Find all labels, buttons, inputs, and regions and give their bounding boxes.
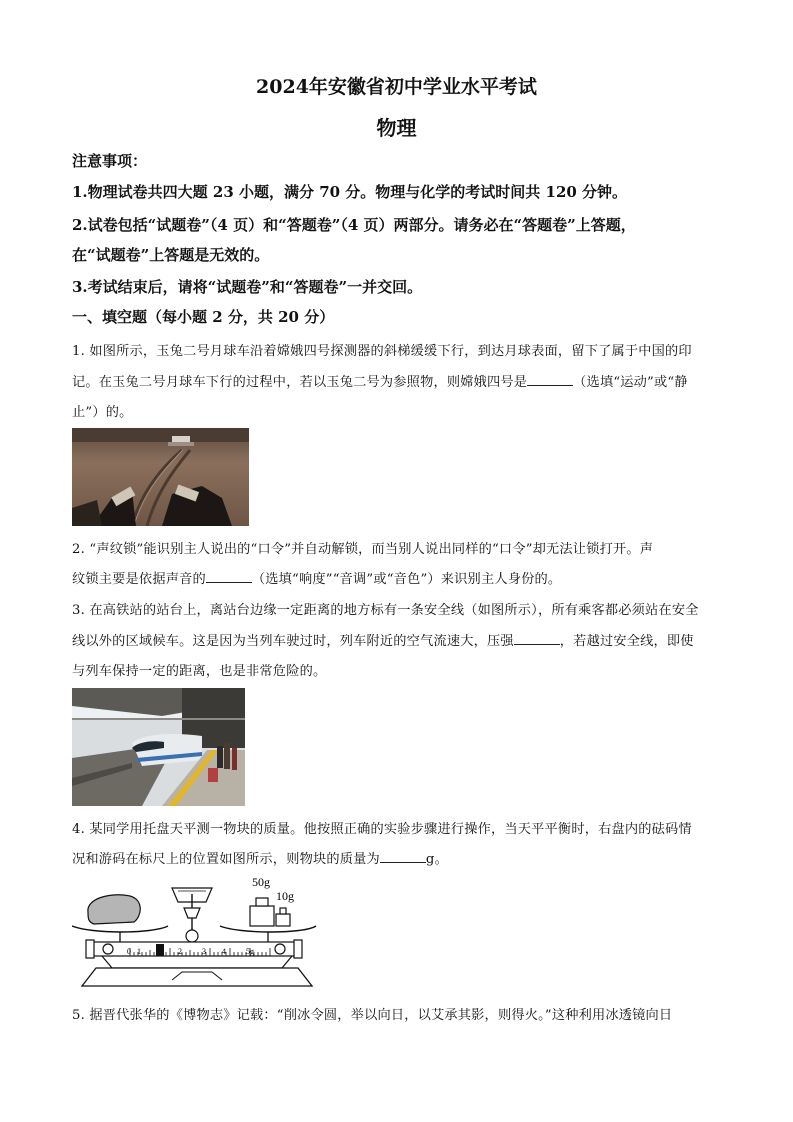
q1-text-pre: 记。在玉兔二号月球车下行的过程中，若以玉兔二号为参照物，则嫦娥四号是 [72, 375, 528, 390]
q4-line-1: 4. 某同学用托盘天平测一物块的质量。他按照正确的实验步骤进行操作，当天平平衡时，右盘内的砝码情 [72, 822, 692, 837]
scale-label-5g: 5g [246, 947, 254, 956]
q3-line-2 [72, 630, 722, 649]
notice-item-3: 3.考试结束后，请将“试题卷”和“答题卷”一并交回。 [72, 278, 423, 296]
q2-text-post: （选填“响度”“音调”或“音色”）来识别主人身份的。 [251, 572, 562, 587]
balance-diagram [72, 872, 322, 992]
q2-line-2 [72, 568, 722, 587]
answer-blank [380, 850, 426, 863]
weight-label-10g: 10g [276, 889, 294, 903]
notice-heading: 注意事项： [72, 152, 148, 170]
q1-line-3: 止”）的。 [72, 405, 133, 420]
train-station-image [72, 688, 245, 806]
q3-text-pre: 线以外的区域候车。这是因为当列车驶过时，列车附近的空气流速大，压强 [72, 634, 514, 649]
q2-line-1: 2. “声纹锁”能识别主人说出的“口令”并自动解锁，而当别人说出同样的“口令”却无法让锁打开。声 [72, 542, 654, 557]
weight-50g [250, 906, 274, 926]
weight-10g [276, 914, 290, 926]
q2-text-pre: 纹锁主要是依据声音的 [72, 572, 206, 587]
answer-blank [527, 373, 573, 386]
left-pan [72, 926, 168, 932]
notice-item-1: 1.物理试卷共四大题 23 小题，满分 70 分。物理与化学的考试时间共 120 分钟。 [72, 183, 628, 201]
section-heading: 一、填空题（每小题 2 分，共 20 分） [72, 308, 335, 326]
q1-text-post: （选填“运动”或“静 [573, 375, 688, 390]
q4-text-post: g。 [425, 852, 448, 867]
balance-base [102, 956, 292, 968]
notice-item-2b: 在“试题卷”上答题是无效的。 [72, 246, 270, 264]
notice-item-2a: 2.试卷包括“试题卷”（4 页）和“答题卷”（4 页）两部分。请务必在“答题卷”上答题， [72, 216, 636, 234]
scale-label-0: 0 [127, 947, 131, 956]
scale-label-4: 4 [222, 947, 226, 956]
q1-line-1: 1. 如图所示，玉兔二号月球车沿着嫦娥四号探测器的斜梯缓缓下行，到达月球表面，留下了属于中国的印 [72, 344, 692, 359]
q3-line-3: 与列车保持一定的距离，也是非常危险的。 [72, 664, 327, 679]
right-pan [220, 926, 316, 932]
q5-line-1: 5. 据晋代张华的《博物志》记载：“削冰令圆，举以向日，以艾承其影，则得火。”这种利用冰透镜向日 [72, 1008, 673, 1023]
exam-title: 2024年安徽省初中学业水平考试 [256, 76, 537, 98]
q1-line-2 [72, 371, 722, 390]
scale-label-2: 2 [178, 947, 182, 956]
q4-line-2 [72, 848, 722, 867]
answer-blank [514, 632, 560, 645]
scale-label-3: 3 [202, 947, 206, 956]
weight-label-50g: 50g [252, 875, 270, 889]
object-block [88, 895, 140, 924]
answer-blank [206, 570, 252, 583]
q3-text-post: ，若越过安全线，即使 [559, 634, 694, 649]
rider-weight [156, 944, 164, 956]
scale-label-1: 1 [137, 947, 141, 956]
q3-line-1: 3. 在高铁站的站台上，离站台边缘一定距离的地方标有一条安全线（如图所示），所有乘客都必须站在安全 [72, 603, 699, 618]
subject-title: 物理 [376, 116, 417, 140]
moon-rover-image [72, 428, 249, 526]
q4-text-pre: 况和游码在标尺上的位置如图所示，则物块的质量为 [72, 852, 380, 867]
